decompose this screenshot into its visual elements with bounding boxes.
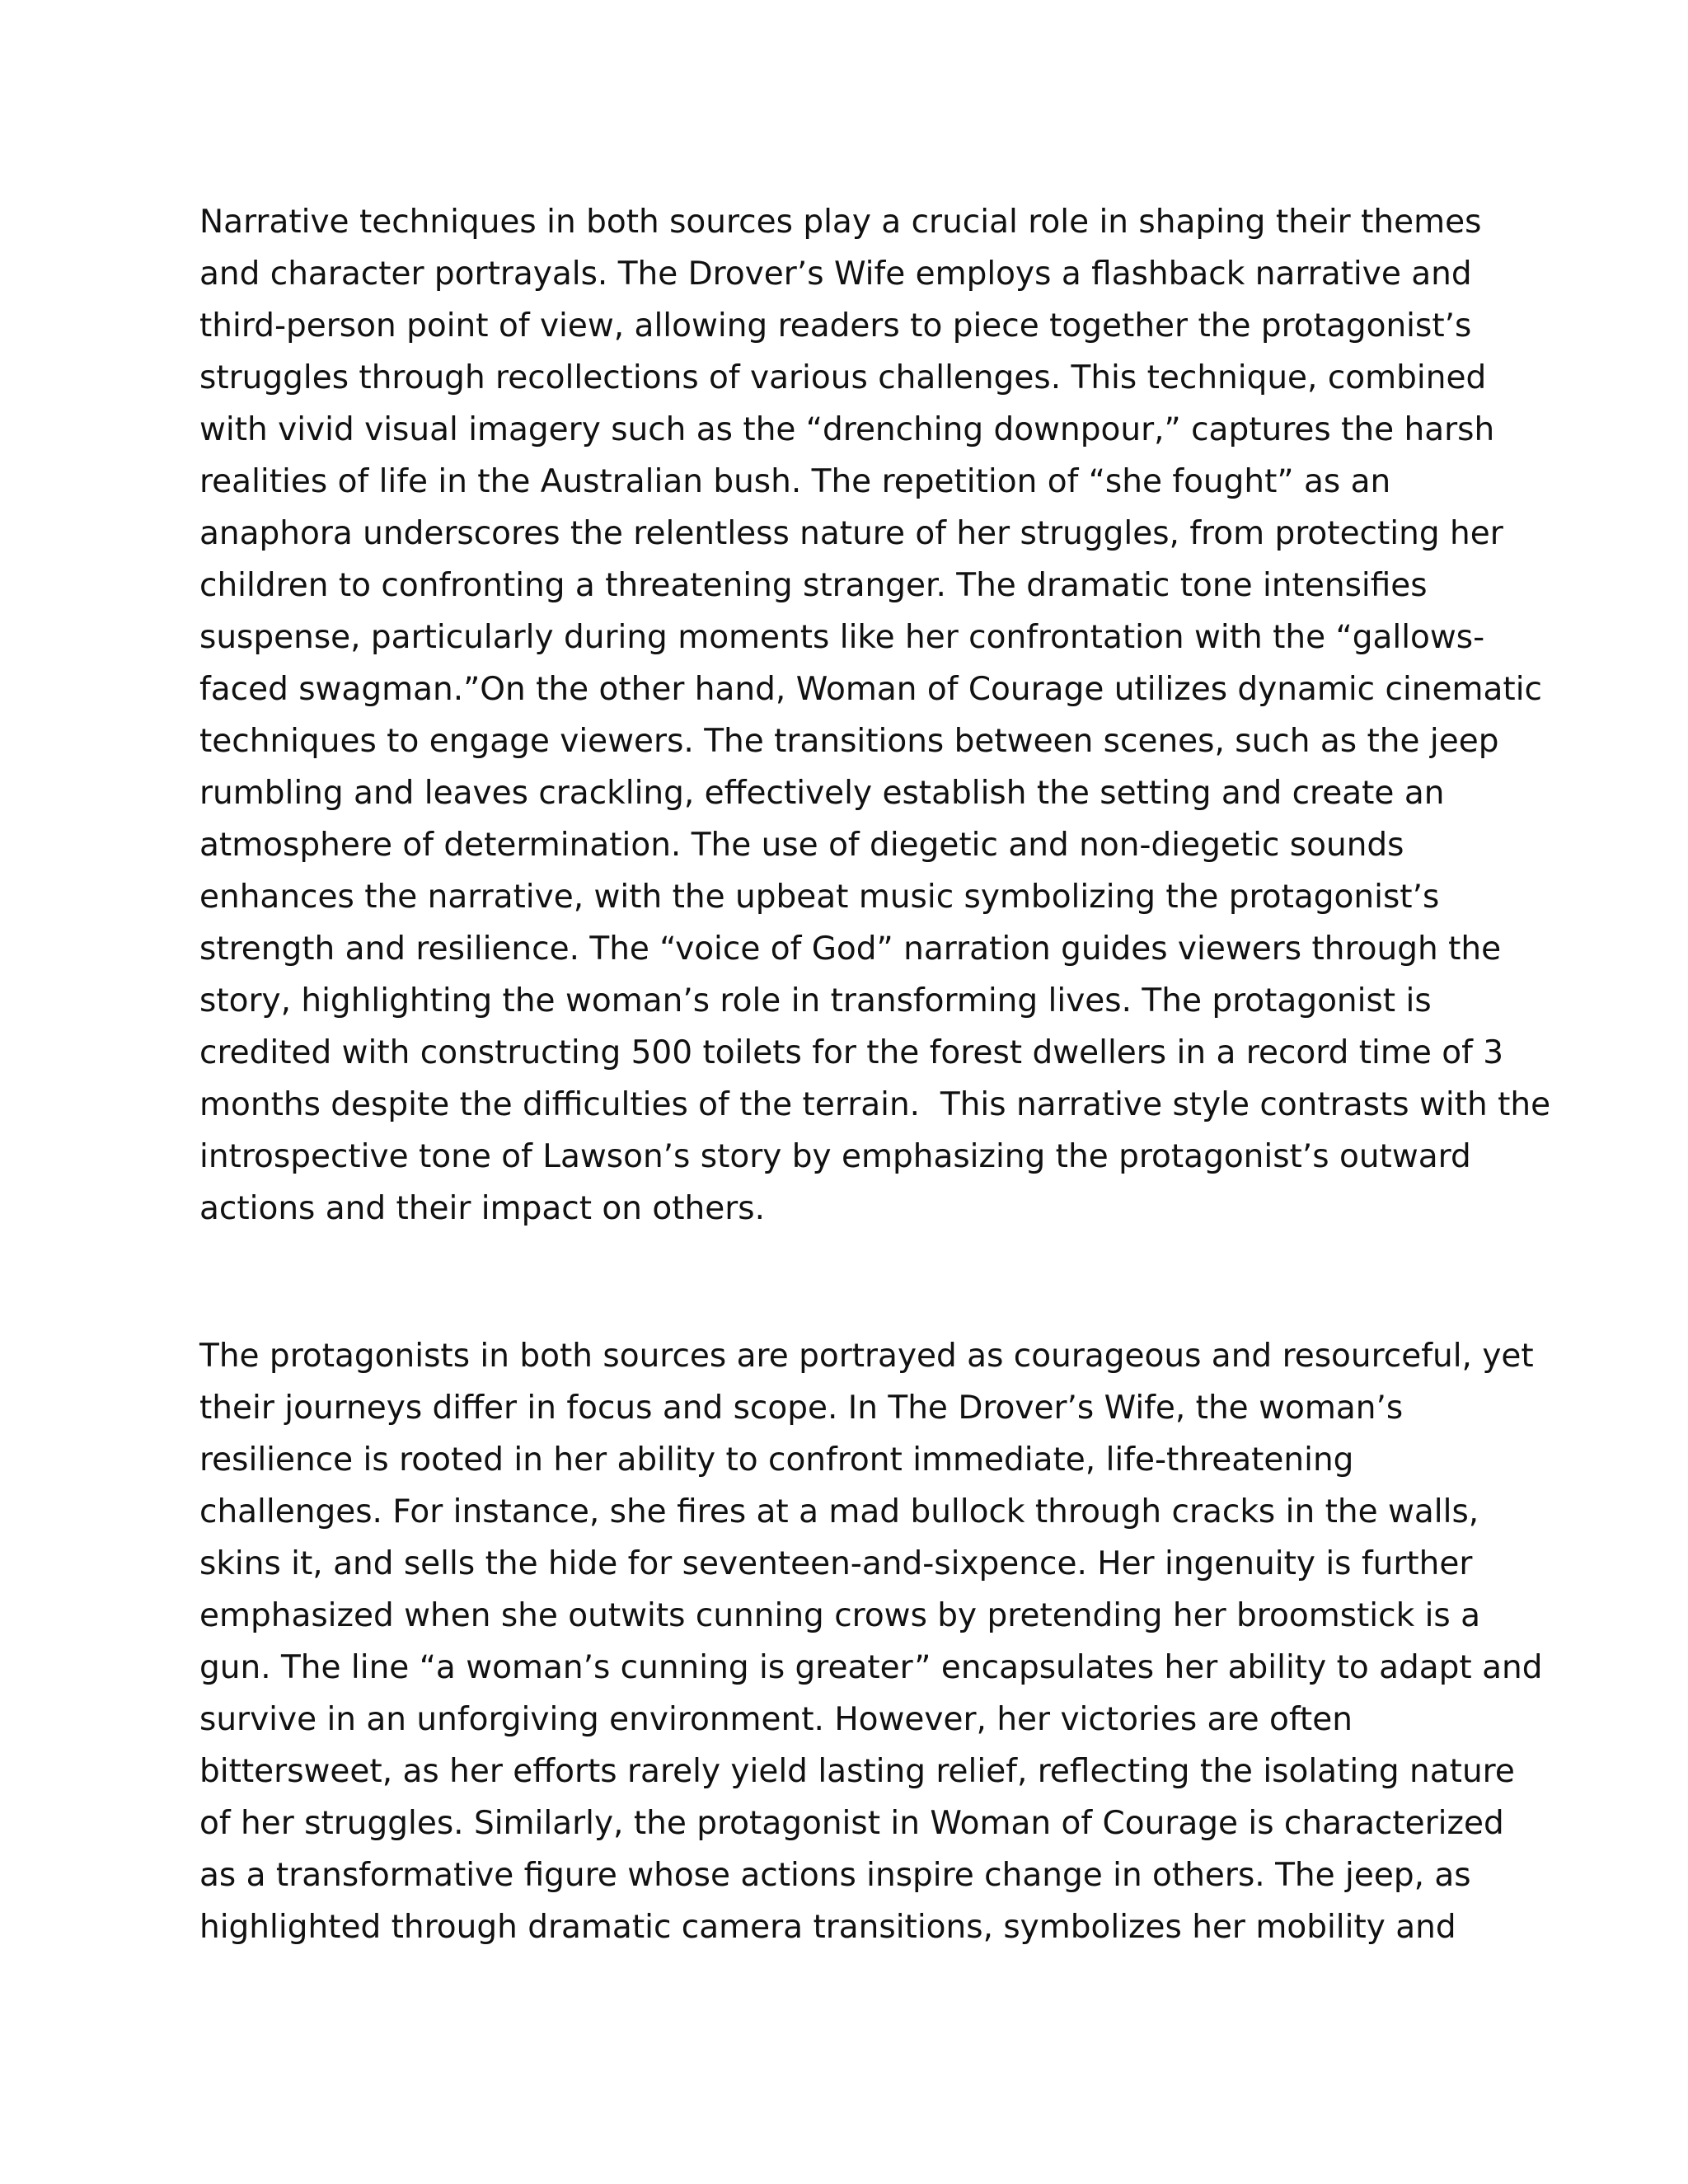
paragraph-line: credited with constructing 500 toilets for the forest dwellers in a record time of 3 <box>199 1034 1504 1071</box>
paragraph-narrative-techniques <box>199 196 1551 1235</box>
paragraph-line: The protagonists in both sources are portrayed as courageous and resourceful, yet <box>199 1338 1534 1375</box>
paragraph-line: atmosphere of determination. The use of diegetic and non-diegetic sounds <box>199 827 1404 864</box>
paragraph-line: with vivid visual imagery such as the “drenching downpour,” captures the harsh <box>199 411 1495 448</box>
paragraph-line: and character portrayals. The Drover’s Wife employs a flashback narrative and <box>199 255 1472 293</box>
paragraph-line: rumbling and leaves crackling, effectively establish the setting and create an <box>199 775 1445 812</box>
paragraph-line: struggles through recollections of various challenges. This technique, combined <box>199 359 1487 396</box>
paragraph-line: enhances the narrative, with the upbeat music symbolizing the protagonist’s <box>199 879 1440 916</box>
paragraph-line: their journeys differ in focus and scope. In The Drover’s Wife, the woman’s <box>199 1390 1404 1427</box>
paragraph-line: realities of life in the Australian bush. The repetition of “she fought” as an <box>199 463 1391 500</box>
paragraph-line: bittersweet, as her efforts rarely yield lasting relief, reflecting the isolating nature <box>199 1753 1515 1790</box>
paragraph-line: story, highlighting the woman’s role in transforming lives. The protagonist is <box>199 982 1432 1019</box>
paragraph-line: emphasized when she outwits cunning crows by pretending her broomstick is a <box>199 1597 1481 1634</box>
paragraph-line: skins it, and sells the hide for seventeen-and-sixpence. Her ingenuity is further <box>199 1545 1473 1582</box>
paragraph-line: as a transformative figure whose actions inspire change in others. The jeep, as <box>199 1857 1471 1894</box>
paragraph-line: third-person point of view, allowing readers to piece together the protagonist’s <box>199 307 1472 344</box>
paragraph-line: challenges. For instance, she fires at a mad bullock through cracks in the walls, <box>199 1493 1479 1530</box>
paragraph-line: resilience is rooted in her ability to confront immediate, life-threatening <box>199 1441 1354 1479</box>
paragraph-line: faced swagman.”On the other hand, Woman of Courage utilizes dynamic cinematic <box>199 671 1542 708</box>
paragraph-line: months despite the difficulties of the terrain. This narrative style contrasts with the <box>199 1086 1551 1123</box>
paragraph-protagonists <box>199 1330 1543 1953</box>
paragraph-line: techniques to engage viewers. The transitions between scenes, such as the jeep <box>199 723 1499 760</box>
paragraph-line: highlighted through dramatic camera transitions, symbolizes her mobility and <box>199 1909 1456 1946</box>
paragraph-line: survive in an unforgiving environment. However, her victories are often <box>199 1701 1353 1738</box>
paragraph-line: anaphora underscores the relentless nature of her struggles, from protecting her <box>199 515 1503 552</box>
paragraph-line: of her struggles. Similarly, the protagonist in Woman of Courage is characterized <box>199 1805 1504 1842</box>
paragraph-line: gun. The line “a woman’s cunning is greater” encapsulates her ability to adapt and <box>199 1649 1543 1686</box>
paragraph-line: suspense, particularly during moments like her confrontation with the “gallows- <box>199 619 1485 656</box>
paragraph-line: children to confronting a threatening stranger. The dramatic tone intensifies <box>199 567 1428 604</box>
paragraph-line: introspective tone of Lawson’s story by emphasizing the protagonist’s outward <box>199 1138 1471 1175</box>
paragraph-line: strength and resilience. The “voice of God” narration guides viewers through the <box>199 930 1502 968</box>
paragraph-line: Narrative techniques in both sources play a crucial role in shaping their themes <box>199 204 1482 241</box>
paragraph-line: actions and their impact on others. <box>199 1190 766 1227</box>
